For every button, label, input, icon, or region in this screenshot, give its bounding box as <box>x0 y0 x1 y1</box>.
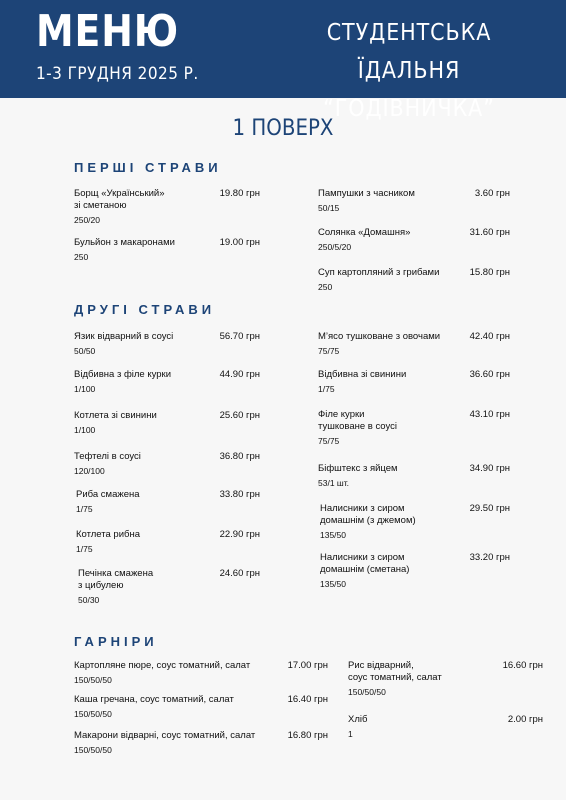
menu-item-name-line: домашнім (сметана) <box>320 564 410 575</box>
menu-item-weight: 1/75 <box>318 384 335 394</box>
menu-item-price: 17.00 грн <box>287 660 328 671</box>
menu-item-weight: 1/100 <box>74 384 96 394</box>
menu-item-name-line: Котлета рибна <box>76 529 140 540</box>
menu-item <box>320 503 510 543</box>
menu-item-weight: 75/75 <box>318 436 340 446</box>
menu-item-weight: 150/50/50 <box>74 675 112 685</box>
menu-item-name-line: Макарони відварні, соус томатний, салат <box>74 730 256 741</box>
menu-item-name <box>74 237 175 249</box>
menu-item-weight: 250 <box>318 282 333 292</box>
menu-item <box>74 410 260 450</box>
menu-item-name <box>74 188 165 212</box>
menu-item-name-line: домашнім (з джемом) <box>320 515 416 526</box>
menu-item <box>348 660 543 700</box>
menu-item-weight: 50/50 <box>74 346 96 356</box>
menu-item-weight: 250 <box>74 252 89 262</box>
menu-title: МЕНЮ <box>36 6 180 57</box>
menu-item-name-line: Бульйон з макаронами <box>74 237 175 248</box>
menu-item-name <box>320 552 409 576</box>
menu-item-name-line: Картопляне пюре, соус томатний, салат <box>74 660 251 671</box>
menu-item <box>78 568 260 608</box>
menu-item-name-line: Риба смажена <box>76 489 140 500</box>
menu-item-price: 33.20 грн <box>469 552 510 563</box>
menu-item-weight: 1/100 <box>74 425 96 435</box>
menu-item-name-line: тушковане в соусі <box>318 421 397 432</box>
menu-item <box>318 463 510 503</box>
section-title-side-dishes: ГАРНІРИ <box>74 634 158 649</box>
menu-item-name-line: Відбивна з філе курки <box>74 369 171 380</box>
menu-item <box>318 267 510 307</box>
menu-item <box>318 331 510 371</box>
menu-item-weight: 50/30 <box>78 595 100 605</box>
section-title-first-courses: ПЕРШІ СТРАВИ <box>74 160 222 175</box>
menu-item-name-line: Пампушки з часником <box>318 188 415 199</box>
menu-item <box>74 451 260 491</box>
menu-item-name <box>348 714 367 726</box>
canteen-name-line1: СТУДЕНТСЬКА ЇДАЛЬНЯ <box>326 20 492 84</box>
menu-item-name-line: Рис відварний, <box>348 660 414 671</box>
menu-item-price: 36.80 грн <box>219 451 260 462</box>
menu-item <box>76 529 260 569</box>
menu-item-price: 16.80 грн <box>287 730 328 741</box>
menu-item-price: 16.60 грн <box>502 660 543 671</box>
menu-item-price: 34.90 грн <box>469 463 510 474</box>
menu-item-name-line: зі сметаною <box>74 200 127 211</box>
menu-item-weight: 1 <box>348 729 353 739</box>
menu-item-price: 31.60 грн <box>469 227 510 238</box>
menu-item <box>74 188 260 228</box>
menu-item-name-line: М’ясо тушковане з овочами <box>318 331 441 342</box>
menu-item-weight: 250/20 <box>74 215 100 225</box>
menu-item-price: 43.10 грн <box>469 409 510 420</box>
menu-item-price: 15.80 грн <box>469 267 510 278</box>
menu-item <box>318 409 510 449</box>
menu-item-weight: 150/50/50 <box>74 745 112 755</box>
menu-item-name-line: Котлета зі свинини <box>74 410 157 421</box>
menu-item-name <box>320 503 416 527</box>
menu-item-price: 3.60 грн <box>474 188 510 199</box>
menu-item-name-line: Язик відварний в соусі <box>74 331 174 342</box>
menu-item <box>318 369 510 409</box>
menu-item-price: 24.60 грн <box>219 568 260 579</box>
menu-item-price: 19.00 грн <box>219 237 260 248</box>
menu-item-price: 19.80 грн <box>219 188 260 199</box>
header-banner <box>0 0 566 122</box>
floor-title: 1 ПОВЕРХ <box>232 116 334 141</box>
menu-item-name-line: Філе курки <box>318 409 365 420</box>
menu-item-name-line: Відбивна зі свинини <box>318 369 407 380</box>
canteen-name-line2: “ГОДІВНИЧКА” <box>323 96 495 122</box>
menu-item <box>74 730 328 770</box>
menu-item-name-line: Налисники з сиром <box>320 552 405 563</box>
menu-item-name-line: Тефтелі в соусі <box>74 451 141 462</box>
menu-item <box>318 188 510 228</box>
menu-item-name <box>74 660 250 672</box>
menu-item-price: 22.90 грн <box>219 529 260 540</box>
menu-item-weight: 250/5/20 <box>318 242 352 252</box>
menu-item <box>76 489 260 529</box>
menu-item-name-line: Налисники з сиром <box>320 503 405 514</box>
menu-item-weight: 1/75 <box>76 544 93 554</box>
menu-item-name <box>318 188 415 200</box>
menu-item-name <box>318 463 398 475</box>
menu-item-name-line: Солянка «Домашня» <box>318 227 411 238</box>
menu-item <box>74 369 260 409</box>
menu-item-price: 44.90 грн <box>219 369 260 380</box>
menu-item-name <box>76 529 140 541</box>
menu-item <box>348 714 543 754</box>
menu-item-name <box>318 409 397 433</box>
menu-item-price: 36.60 грн <box>469 369 510 380</box>
menu-item-name <box>74 369 171 381</box>
menu-item-name <box>318 227 410 239</box>
menu-item-name <box>74 730 255 742</box>
menu-item-name <box>74 694 234 706</box>
canteen-name <box>274 14 544 128</box>
menu-item-price: 56.70 грн <box>219 331 260 342</box>
menu-item-name-line: Хліб <box>348 714 368 725</box>
menu-item <box>320 552 510 592</box>
menu-item-price: 16.40 грн <box>287 694 328 705</box>
menu-item-name <box>348 660 442 684</box>
menu-item-weight: 75/75 <box>318 346 340 356</box>
menu-item-weight: 50/15 <box>318 203 340 213</box>
menu-item-name-line: Печінка смажена <box>78 568 154 579</box>
menu-item-weight: 120/100 <box>74 466 105 476</box>
menu-item-price: 2.00 грн <box>507 714 543 725</box>
menu-item-name <box>74 410 157 422</box>
menu-item-name <box>74 331 173 343</box>
menu-item <box>74 331 260 371</box>
menu-item-name-line: Суп картопляний з грибами <box>318 267 440 278</box>
menu-item <box>318 227 510 267</box>
menu-item-weight: 150/50/50 <box>74 709 112 719</box>
menu-item-name <box>318 331 440 343</box>
menu-item <box>74 694 328 734</box>
menu-item-weight: 135/50 <box>320 530 346 540</box>
menu-item-weight: 150/50/50 <box>348 687 386 697</box>
menu-item <box>74 237 260 277</box>
menu-item-weight: 135/50 <box>320 579 346 589</box>
menu-item-name <box>318 267 439 279</box>
menu-item-name-line: соус томатний, салат <box>348 672 442 683</box>
menu-item-price: 33.80 грн <box>219 489 260 500</box>
section-title-main-courses: ДРУГІ СТРАВИ <box>74 302 216 317</box>
menu-item-name <box>74 451 141 463</box>
menu-item-name-line: Біфштекс з яйцем <box>318 463 398 474</box>
menu-item-name-line: з цибулею <box>78 580 124 591</box>
menu-item-price: 42.40 грн <box>469 331 510 342</box>
menu-item-weight: 1/75 <box>76 504 93 514</box>
menu-item-name <box>76 489 140 501</box>
menu-item-weight: 53/1 шт. <box>318 478 350 488</box>
menu-dates: 1-3 ГРУДНЯ 2025 Р. <box>36 64 199 84</box>
menu-item-name <box>78 568 153 592</box>
menu-item-name-line: Борщ «Український» <box>74 188 165 199</box>
menu-item-price: 29.50 грн <box>469 503 510 514</box>
menu-item-price: 25.60 грн <box>219 410 260 421</box>
menu-item-name <box>318 369 406 381</box>
menu-item-name-line: Каша гречана, соус томатний, салат <box>74 694 234 705</box>
